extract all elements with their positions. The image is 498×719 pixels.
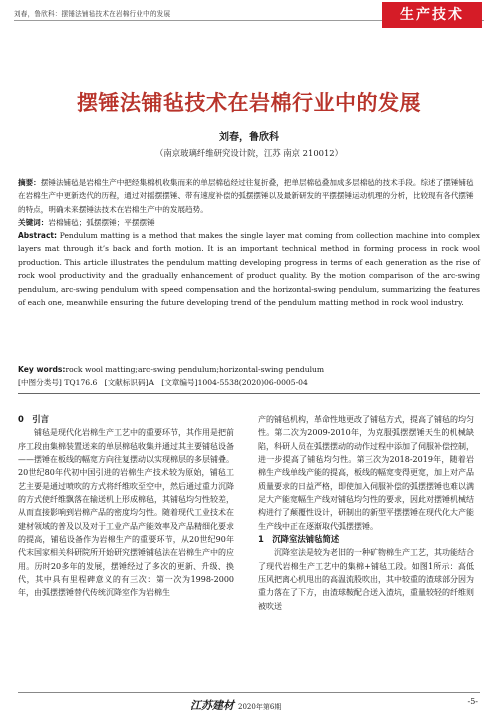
page-number: -5- [467, 697, 478, 706]
article-number-value: 1004-5538(2020)06-0005-04 [197, 378, 308, 387]
body-paragraph: 沉降室法是较为老旧的一种矿物棉生产工艺，其功能结合了现代岩棉生产工艺中的集棉+铺毡工段。如图1所示：高低压风把离心机甩出的高温流股吹出，其中较重的渣球部分因为重力落在了下方，由渣球鞍配合送入渣坑，重量较轻的纤维则被吹送 [258, 548, 474, 611]
keywords-chinese [18, 216, 480, 229]
journal-footer [190, 697, 281, 713]
clc-label: [中图分类号] [18, 378, 62, 387]
abstract-english-text: Pendulum matting is a method that makes the single layer mat coming from collection machine into complex layers mat through it’s back and forth motion. It is an important technical method in forming process in rock wool production. This article illustrates the pendulum matting developing progress in terms of each generation as the rise of rock wool productivity and the gradually enhancement of product quality. By the motion comparison of the arc-swing pendulum, arc-swing pendulum with speed compensation and the horizontal-swing pendulum, summarizing the features of each one, meanwhile ensuring the future developing trend of the pendulum matting method in rock wool industry. [18, 231, 480, 308]
body-column-left [18, 413, 234, 600]
doc-code-label: [文献标识码] [104, 378, 149, 387]
article-affiliation: （南京玻璃纤维研究设计院，江苏 南京 210012） [154, 148, 344, 158]
keywords-english-text: rock wool matting;arc-swing pendulum;horizontal-swing pendulum [65, 365, 325, 374]
section-heading-introduction: 0 引言 [18, 414, 49, 424]
abstract-english [18, 229, 480, 309]
journal-issue: 2020年第6期 [238, 703, 282, 711]
keywords-english-label: Key words: [18, 365, 66, 374]
doc-code-value: A [148, 378, 154, 387]
section-tag: 生产技术 [382, 2, 482, 28]
footer-rule [18, 692, 480, 693]
body-paragraph: 产的铺毡机构，革命性地更改了铺毡方式，提高了铺毡的均匀性。第二次为2009-2010年，为克服弧摆摆锤天生的机械缺陷，科研人员在弧摆摆动的动作过程中添加了伺服补偿控制，进一步提高了铺毡均匀性。第三次为2018-2019年，随着岩棉生产线单线产能的提高，板线的幅宽变得更宽，加上对产品质量要求的日益严格，即使加入伺服补偿的弧摆摆锤也难以满足大产能宽幅生产线对铺毡均匀性的要求，因此对摆锤机械结构进行了颠覆性设计，研制出的新型平摆摆锤在现代化大产能生产线中正在逐渐取代弧摆摆锤。 [258, 415, 474, 531]
classification-line [18, 376, 480, 389]
abstract-chinese-label: 摘要： [18, 178, 41, 187]
body-paragraph: 铺毡是现代化岩棉生产工艺中的重要环节，其作用是把前序工段由集棉装置送来的单层棉毡收集并通过其主要铺毡设备——摆锤在板线的幅宽方向往复摆动以实现棉层的多层铺叠。20世纪80年代初中国引进的岩棉生产技术较为原始，铺毡工艺主要是通过喷吹的方式将纤维吹至空中，然后通过重力沉降的方式使纤维飘落在输送机上形成棉毡，其铺毡均匀性较差，从而直接影响到岩棉产品的密度均匀性。随着现代工业技术在建材领域的普及以及对于工业产品产能效率及产品精细化要求的提高，铺毡设备作为岩棉生产的重要环节，从20世纪90年代末国家相关科研院所开始研究摆锤铺毡法在岩棉生产中的应用。历时20多年的发展，摆锤经过了多次的更新、升级、换代，其中具有里程碑意义的有三次：第一次为1998-2000年，由弧摆摆锤替代传统沉降室作为岩棉生 [18, 428, 234, 598]
journal-logo: 江苏建材 [190, 699, 234, 712]
abstract-chinese-text: 摆锤法铺毡是岩棉生产中把经集棉机收集而来的单层棉毡经过往复折叠，把单层棉毡叠加成多层棉毡的技术手段。综述了摆锤铺毡在岩棉生产中更新迭代的历程，通过对摇摆摆锤、带有速度补偿的弧摆摆锤以及最新研发的平摆摆锤运动机理的分析，比较现有各代摆锤的特点，明确未来摆锤法技术在岩棉生产中的发展趋势。 [18, 178, 474, 214]
article-number-label: [文章编号] [161, 378, 198, 387]
clc-value: TQ176.6 [64, 378, 98, 387]
abstract-divider [18, 393, 480, 394]
keywords-english [18, 363, 480, 376]
keywords-chinese-label: 关键词： [18, 218, 49, 227]
body-column-right [258, 413, 474, 613]
abstract-chinese [18, 176, 480, 216]
keywords-chinese-text: 岩棉铺毡；弧摆摆锤；平摆摆锤 [48, 218, 155, 227]
section-heading-settling-chamber: 1 沉降室法铺毡简述 [258, 534, 340, 545]
article-authors: 刘春，鲁欣科 [219, 132, 279, 143]
abstract-english-label: Abstract: [18, 231, 58, 240]
running-title: 刘春，鲁欣科：摆锤法铺毡技术在岩棉行业中的发展 [14, 10, 171, 18]
article-title: 摆锤法铺毡技术在岩棉行业中的发展 [77, 91, 421, 115]
